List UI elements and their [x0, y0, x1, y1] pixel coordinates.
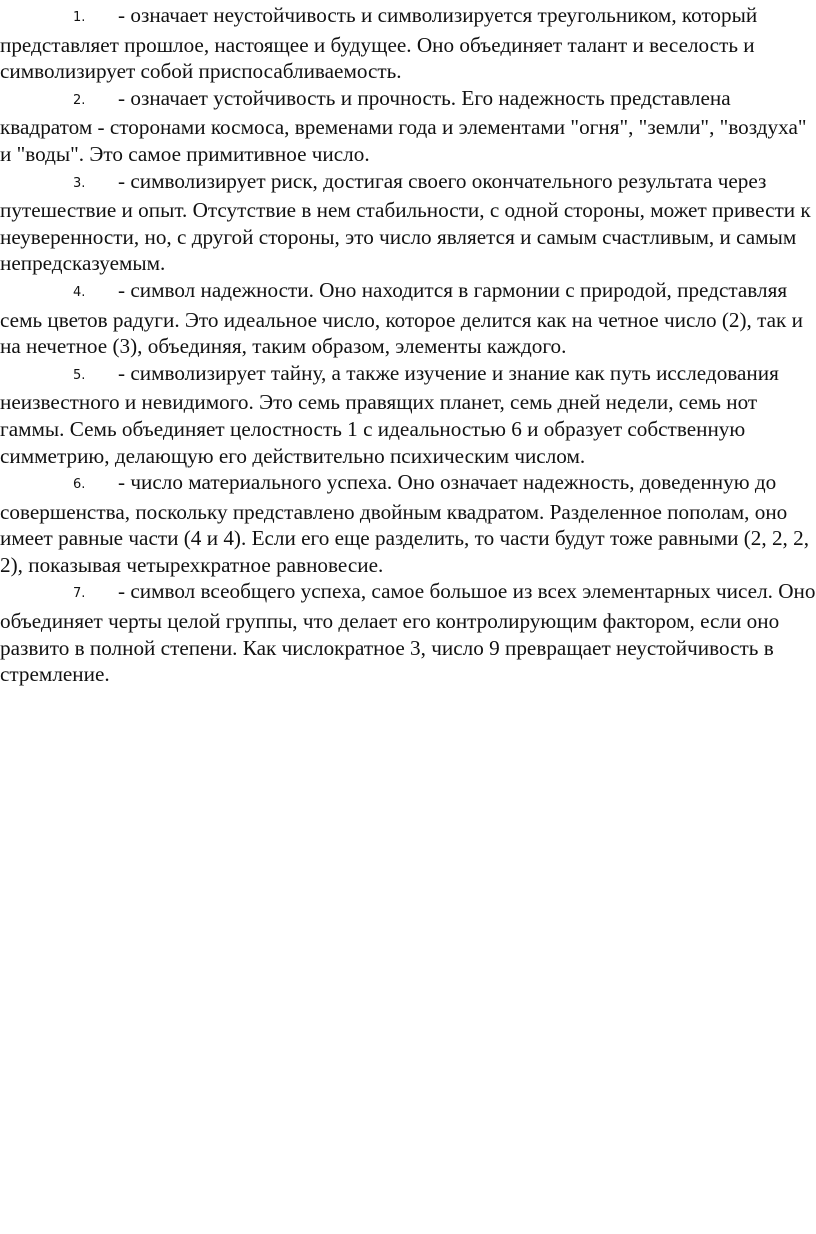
list-item [0, 277, 816, 360]
item-text: - означает неустойчивость и символизируется треугольником, который представляет прошлое, настоящее и будущее. Оно объединяет талант и веселость и символизирует собой приспосабливаемость. [0, 3, 758, 84]
list-item [0, 360, 816, 469]
item-text: - символизирует тайну, а также изучение и знание как путь исследования неизвестного и невидимого. Это семь правящих планет, семь дней недели, семь нот гаммы. Семь объединяет целостность 1 с идеальностью 6 и образует собственную симметрию, делающую его действительно психическим числом. [0, 360, 779, 468]
item-text: - означает устойчивость и прочность. Его надежность представлена квадратом - сторонами космоса, временами года и элементами "огня", "земли", "воздуха" и "воды". Это самое примитивное число. [0, 85, 807, 166]
item-number: 5. [73, 367, 86, 383]
item-number: 7. [73, 586, 86, 602]
list-item [0, 2, 816, 85]
list-item [0, 85, 816, 168]
item-text: - символизирует риск, достигая своего окончательного результата через путешествие и опыт. Отсутствие в нем стабильности, с одной стороны, может привести к неуверенности, но, с другой стороны, это число является и самым счастливым, и самым непредсказуемым. [0, 168, 811, 276]
item-text: - символ всеобщего успеха, самое большое из всех элементарных чисел. Оно объединяет черты целой группы, что делает его контролирующим фактором, если оно развито в полной степени. Как числократное 3, число 9 превращает неустойчивость в стремление. [0, 579, 816, 687]
item-text: - число материального успеха. Оно означает надежность, доведенную до совершенства, поскольку представлено двойным квадратом. Разделенное пополам, оно имеет равные части (4 и 4). Если его еще разделить, то части будут тоже равными (2, 2, 2, 2), показывая четырехкратное равновесие. [0, 470, 810, 577]
item-number: 1. [73, 10, 86, 25]
item-text: - символ надежности. Оно находится в гармонии с природой, представляя семь цветов радуги. Это идеальное число, которое делится как на четное число (2), так и на нечетное (3), объединяя, таким образом, элементы каждого. [0, 277, 803, 359]
item-number: 6. [73, 477, 86, 493]
item-number: 3. [73, 175, 86, 191]
list-item [0, 578, 816, 687]
item-number: 4. [73, 284, 86, 300]
item-number: 2. [73, 92, 86, 108]
numbered-list [0, 2, 816, 688]
list-item [0, 469, 816, 578]
list-item [0, 168, 816, 277]
